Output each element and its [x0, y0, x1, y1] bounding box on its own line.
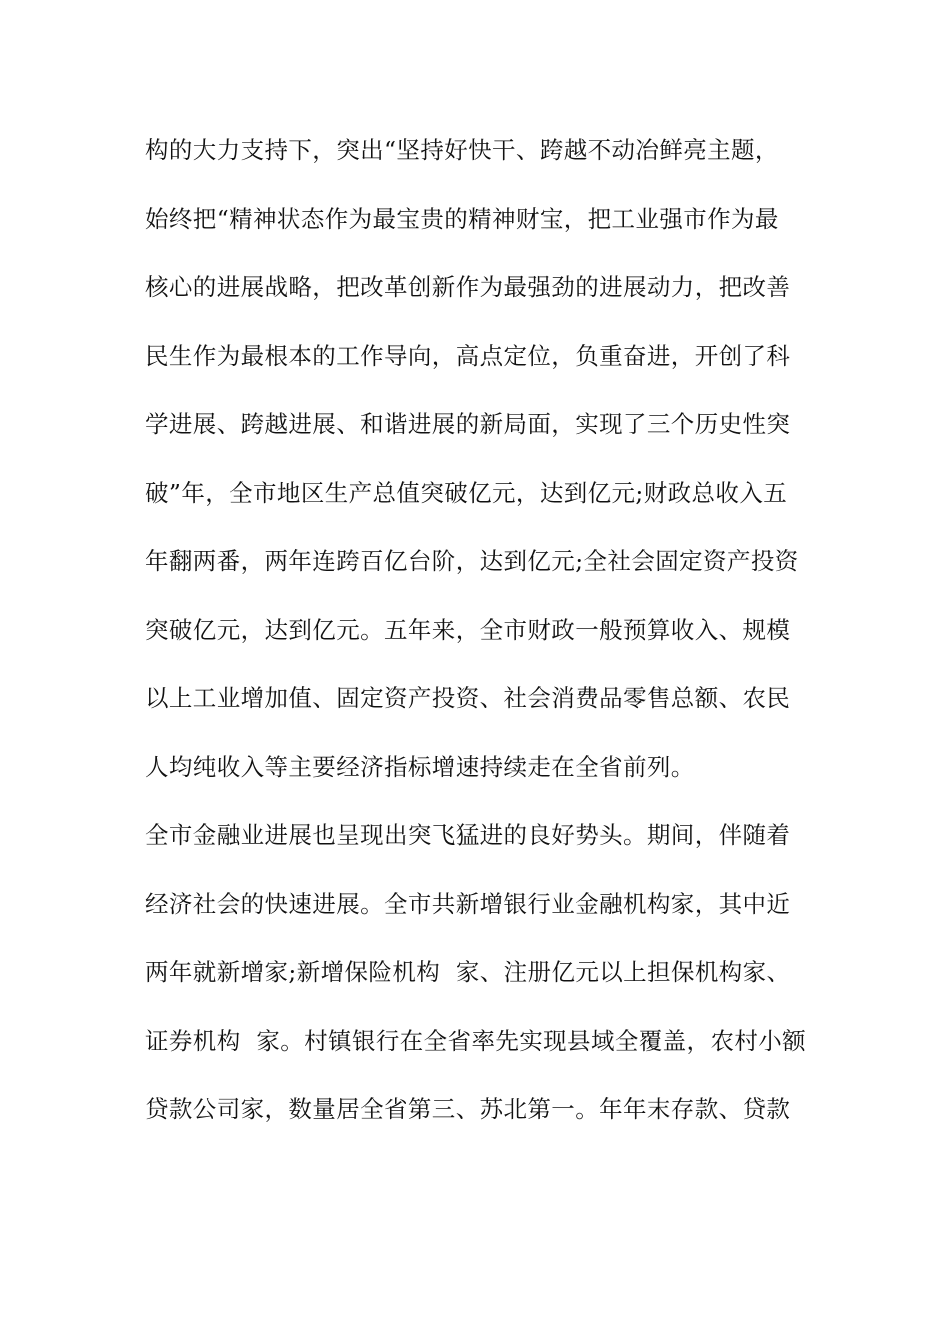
text-line: 核心的进展战略，把改革创新作为最强劲的进展动力，把改善 — [145, 273, 791, 301]
text-line: 证券机构 家。村镇银行在全省率先实现县域全覆盖，农村小额 — [145, 1026, 807, 1055]
text-line: 学进展、跨越进展、和谐进展的新局面，实现了三个历史性突 — [145, 410, 791, 438]
text-line: 始终把“精神状态作为最宝贵的精神财宝，把工业强市作为最 — [145, 204, 779, 233]
text-line: 全市金融业进展也呈现出突飞猛进的良好势头。期间，伴随着 — [145, 821, 791, 849]
text-line: 破”年，全市地区生产总值突破亿元，达到亿元;财政总收入五 — [145, 478, 788, 507]
text-line: 民生作为最根本的工作导向，高点定位，负重奋进，开创了科 — [145, 341, 791, 370]
text-line: 突破亿元，达到亿元。五年来，全市财政一般预算收入、规模 — [145, 615, 791, 644]
body-text — [145, 128, 825, 1156]
text-line: 年翻两番，两年连跨百亿台阶，达到亿元;全社会固定资产投资 — [145, 547, 799, 575]
text-line: 经济社会的快速进展。全市共新增银行业金融机构家，其中近 — [145, 889, 791, 918]
text-line: 人均纯收入等主要经济指标增速持续走在全省前列。 — [145, 752, 695, 781]
text-line: 构的大力支持下，突出“坚持好快干、跨越不动冶鲜亮主题， — [145, 136, 779, 164]
text-line: 以上工业增加值、固定资产投资、社会消费品零售总额、农民 — [145, 684, 791, 712]
text-line: 两年就新增家;新增保险机构 家、注册亿元以上担保机构家、 — [145, 958, 791, 986]
text-line: 贷款公司家，数量居全省第三、苏北第一。年年末存款、贷款 — [145, 1095, 791, 1123]
